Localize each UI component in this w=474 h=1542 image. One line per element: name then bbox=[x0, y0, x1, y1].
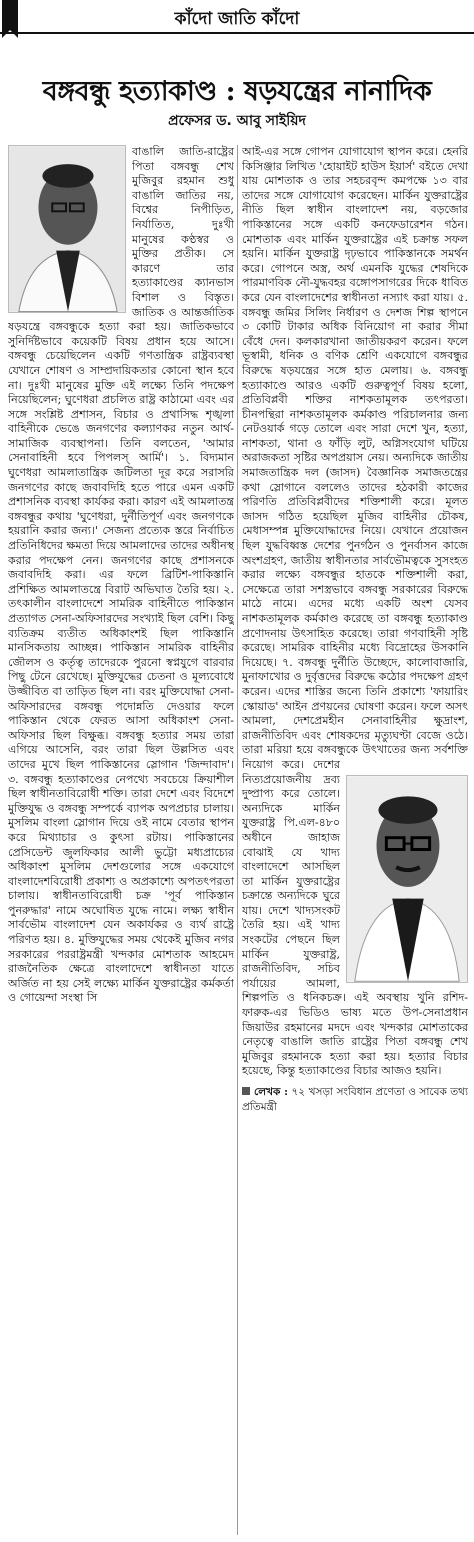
column-divider bbox=[237, 145, 238, 1535]
author-note bbox=[242, 1085, 468, 1114]
article-author: প্রফেসর ড. আবু সাইয়িদ bbox=[168, 113, 306, 129]
section-header bbox=[0, 0, 474, 42]
author-note-text: ৭২ খসড়া সংবিধান প্রণেতা ও সাবেক তথ্য প্রতিমন্ত্রী bbox=[242, 1086, 468, 1113]
article-column-right bbox=[242, 145, 468, 1535]
article-text-left: বাঙালি জাতি-রাষ্ট্রের পিতা বঙ্গবন্ধু শেখ মুজিবুর রহমান শুধু বাঙালি জাতির নয়, বিশ্বের নিপীড়িত, নির্যাতিত, দুঃখী মানুষের কণ্ঠস্বর ও মুক্তির প্রতীক। সে কারণে তার হত্যাকাণ্ডের ক্যানভাস বিশাল ও বিস্তৃত। জাতিক ও আন্তর্জাতিক ষড়যন্ত্রে বঙ্গবন্ধুকে হত্যা করা হয়। জাতিকভাবে সুনির্দিষ্টভাবে কয়েকটি বিষয় প্রধান হয়ে আসে। বঙ্গবন্ধু চেয়েছিলেন একটি গণতান্ত্রিক রাষ্ট্রব্যবস্থা যেখানে শোষণ ও সাম্প্রদায়িকতার কোনো স্থান হবে না। দুঃখী মানুষের মুক্তি এই লক্ষ্যে তিনি পদক্ষেপ নিয়েছিলেন; ঘুণেধরা প্রচলিত রাষ্ট্র কাঠামো এবং এর সঙ্গে সংশ্লিষ্ট প্রশাসন, বিচার ও প্রথাসিদ্ধ শৃঙ্খলা বাহিনীকে ভেঙে জনগণের কল্যাণকর নতুন আর্থ-সামাজিক ব্যবস্থাপনা। তিনি বলতেন, 'আমার সেনাবাহিনী হবে পিপলস্ আর্মি'। ১. বিদ্যমান ঘুণেধরা আমলাতান্ত্রিক জটিলতা দূর করে সরাসরি জনগণের কাছে জবাবদিহি হতে পারে এমন একটি প্রশাসনিক ব্যবস্থা কার্যকর করা। কারণ এই আমলাতন্ত্র বঙ্গবন্ধুর কথায় 'ঘুণেধরা, দুর্নীতিপূর্ণ এবং জনগণকে হয়রানি করার জন্য।' সেজন্য প্রত্যেক স্তরে নির্বাচিত প্রতিনিধিদের ক্ষমতা দিয়ে আমলাদের তাদের অধীনস্থ করার পদক্ষেপ নেন। জনগণের কাছে প্রশাসনকে জবাবদিহি করা। এর ফলে ব্রিটিশ-পাকিস্তানি প্রশিক্ষিত আমলাতন্ত্রে বিরাট অভিঘাত তৈরি হয়। ২. তৎকালীন বাংলাদেশে সামরিক বাহিনীতে পাকিস্তান প্রত্যাগত সেনা-অফিসারদের সংখ্যাই ছিল বেশি। কিছু ব্যতিক্রম ব্যতীত অধিকাংশই ছিল পাকিস্তানি মানসিকতায় আচ্ছন্ন। পাকিস্তান সামরিক বাহিনীর জৌলস ও কর্তৃত্ব তাদেরকে পুরনো স্বপ্নযুগে বারবার পিছু টেনে রেখেছে। মুক্তিযুদ্ধের চেতনা ও মূল্যবোধে উজ্জীবিত বা তাড়িত ছিল না। বরং মুক্তিযোদ্ধা সেনা-অফিসারদের বঙ্গবন্ধু পদোন্নতি দেওয়ার ফলে পাকিস্তান থেকে ফেরত আসা অধিকাংশ সেনা-অফিসার ছিল বিক্ষুব্ধ। বঙ্গবন্ধু হত্যার সময় তারা এগিয়ে আসেনি, বরং তারা ছিল উল্লসিত এবং তাদের মুখে ছিল পাকিস্তানের স্লোগান 'জিন্দাবাদ'। ৩. বঙ্গবন্ধু হত্যাকাণ্ডের নেপথ্যে সবচেয়ে ক্রিয়াশীল ছিল স্বাধীনতাবিরোধী শক্তি। তারা দেশে এবং বিদেশে মুক্তিযুদ্ধ ও বঙ্গবন্ধু সম্পর্কে ব্যাপক অপপ্রচার চালায়। মুসলিম বাংলা স্লোগান দিয়ে ওই নামে বেতার স্থাপন করে মিথ্যাচার ও কুৎসা রটায়। পাকিস্তানের প্রেসিডেন্ট জুলফিকার আলী ভুট্টো মধ্যপ্রাচ্যের অধিকাংশ মুসলিম দেশগুলোর সঙ্গে একযোগে বাংলাদেশবিরোধী প্রকাশ্য ও অপ্রকাশ্যে অপতৎপরতা চালায়। স্বাধীনতাবিরোধী চক্র 'পূর্ব পাকিস্তান পুনরুদ্ধার' নামে অঘোষিত যুদ্ধে নামে। লক্ষ্য স্বাধীন সার্বভৌম বাংলাদেশ যেন অকার্যকর ও ব্যর্থ রাষ্ট্রে পরিণত হয়। ৪. মুক্তিযুদ্ধের সময় থেকেই মুজিব নগর সরকারের পররাষ্ট্রমন্ত্রী খন্দকার মোশতাক আহমেদ রাজনৈতিক ক্ষেত্রে বাংলাদেশে স্বাধীনতা যাতে অর্জিত না হয় সেই লক্ষ্যে মার্কিন যুক্তরাষ্ট্রের কর্মকর্তা ও গোয়েন্দা সংস্থা সি bbox=[8, 145, 234, 1005]
author-photo bbox=[8, 145, 126, 313]
section-label: কাঁদো জাতি কাঁদো bbox=[174, 9, 300, 29]
bangabandhu-portrait-icon bbox=[347, 776, 467, 982]
bangabandhu-photo bbox=[346, 775, 468, 983]
author-note-label: লেখক : bbox=[254, 1086, 288, 1098]
author-portrait-icon bbox=[9, 146, 125, 312]
square-bullet-icon bbox=[242, 1087, 250, 1095]
article-column-left bbox=[8, 145, 234, 1535]
article-headline: বঙ্গবন্ধু হত্যাকাণ্ড : ষড়যন্ত্রের নানাদিক bbox=[42, 76, 432, 108]
article-body-right: আই-এর সঙ্গে গোপন যোগাযোগ স্থাপন করে। হেনরি কিসিঞ্জার লিখিত 'হোয়াইট হাউস ইয়ার্স' বইতে দেখা যায় মোশতাক ও তার সহচরবৃন্দ কমপক্ষে ১৩ বার তাদের সঙ্গে যোগাযোগ করেছেন। মার্কিন যুক্তরাষ্ট্রের নীতি ছিল স্বাধীন বাংলাদেশ নয়, বড়জোর পাকিস্তানের সঙ্গে একটি কনফেডারেশন গঠন। মোশতাক এবং মার্কিন যুক্তরাষ্ট্রের এই চক্রান্ত সফল হয়নি। মার্কিন যুক্তরাষ্ট্র দৃঢ়ভাবে পাকিস্তানকে সমর্থন করে। গোপনে অস্ত্র, অর্থ এমনকি যুদ্ধের শেষদিকে পারমাণবিক নৌ-যুদ্ধবহর বঙ্গোপসাগরের দিকে ধাবিত করে যেন বাংলাদেশের স্বাধীনতা নস্যাৎ করা যায়। ৫. বঙ্গবন্ধু জমির সিলিং নির্ধারণ ও দেশজ শিল্প স্থাপনে ৩ কোটি টাকার অধিক বিনিয়োগ না করার সীমা বেঁধে দেন। কলকারখানা জাতীয়করণ করেন। ফলে ভূস্বামী, ধনিক ও বণিক শ্রেণি একযোগে বঙ্গবন্ধুর বিরুদ্ধে ষড়যন্ত্রের সঙ্গে হাত মেলায়। ৬. বঙ্গবন্ধু হত্যাকাণ্ডে আরও একটি গুরুত্বপূর্ণ বিষয় হলো, প্রতিবিপ্লবী শক্তির নাশকতামূলক তৎপরতা। চীনপন্থিরা নাশকতামূলক কর্মকাণ্ড পরিচালনার জন্য নেটওয়ার্ক গড়ে তোলে এবং সারা দেশে খুন, হত্যা, নাশকতা, থানা ও ফাঁড়ি লুট, অগ্নিসংযোগ ঘটিয়ে অরাজকতা সৃষ্টির অপপ্রয়াস নেয়। অন্যদিকে জাতীয় সমাজতান্ত্রিক দল (জাসদ) বৈজ্ঞানিক সমাজতন্ত্রের কথা স্লোগানে বললেও তাদের হঠকারী কাজের পরিণতি প্রতিবিপ্লবীদের শক্তিশালী করে। মূলত জাসদ গঠিত হয়েছিল মুজিব বাহিনীর চৌকষ, মেধাসম্পন্ন মুক্তিযোদ্ধাদের নিয়ে। যেখানে প্রয়োজন ছিল যুদ্ধবিধ্বস্ত দেশের পুনর্গঠন ও পুনর্বাসন কাজে অংশগ্রহণ, জাতীয় স্বাধীনতার সার্বভৌমত্বকে সুসংহত করার লক্ষ্যে বঙ্গবন্ধুর হাতকে শক্তিশালী করা, সেক্ষেত্রে তারা সশস্ত্রভাবে বঙ্গবন্ধু সরকারের বিরুদ্ধে মাঠে নামে। এদের মধ্যে একটি অংশ যেসব নাশকতামূলক কর্মকাণ্ড করেছে তা বঙ্গবন্ধু হত্যাকাণ্ড প্রণোদনায় উৎসাহিত করেছে। তারা গণবাহিনী সৃষ্টি করেছে। সামরিক বাহিনীর মধ্যে বিদ্রোহের উসকানি দিয়েছে। ৭. বঙ্গবন্ধু দুর্নীতি উচ্ছেদে, কালোবাজারি, মুনাফাখোর ও দুর্বৃত্তদের বিরুদ্ধে কঠোর পদক্ষেপ গ্রহণ করেন। এদের শাস্তির জন্যে তিনি প্রকাশ্যে 'ফায়ারিং স্কোয়াড' আইন প্রণয়নের ঘোষণা করেন। ফলে অসৎ আমলা, দেশপ্রেমহীন সেনাবাহিনীর ক্ষুদ্রাংশ, রাজনীতিবিদ এবং শোষকদের মৃত্যুঘণ্টা বেজে ওঠে। তারা মরিয়া হয়ে বঙ্গবন্ধুকে উৎখাতের জন্য সর্বশক্তি নিয়োগ করে। দেশের নিত্যপ্রয়োজনীয় দ্রব্য দুষ্প্রাপ্য করে তোলে। অন্যদিকে মার্কিন যুক্তরাষ্ট্র পি.এল-৪৮০ অধীনে জাহাজ বোঝাই যে খাদ্য বাংলাদেশে আসছিল তা মার্কিন যুক্তরাষ্ট্রের চক্রান্তে অন্যদিকে ঘুরে যায়। দেশে খাদ্যসংকট তৈরি হয়। এই খাদ্য সংকটের পেছনে ছিল মার্কিন যুক্তরাষ্ট্র, রাজনীতিবিদ, সচিব পর্যায়ের আমলা, শিল্পপতি ও ধনিকচক্র। এই অবস্থায় খুনি রশিদ-ফারুক-এর ভিডিও ভাষ্য মতে উপ-সেনাপ্রধান জিয়াউর রহমানের মদদে এবং খন্দকার মোশতাকের নেতৃত্বে বাঙালি জাতি রাষ্ট্রের পিতা বঙ্গবন্ধু শেখ মুজিবুর রহমানকে হত্যা করা হয়। হত্যার বিচার হয়েছে, কিন্তু হত্যাকাণ্ডের বিচার আজও হয়নি। bbox=[242, 145, 468, 1078]
